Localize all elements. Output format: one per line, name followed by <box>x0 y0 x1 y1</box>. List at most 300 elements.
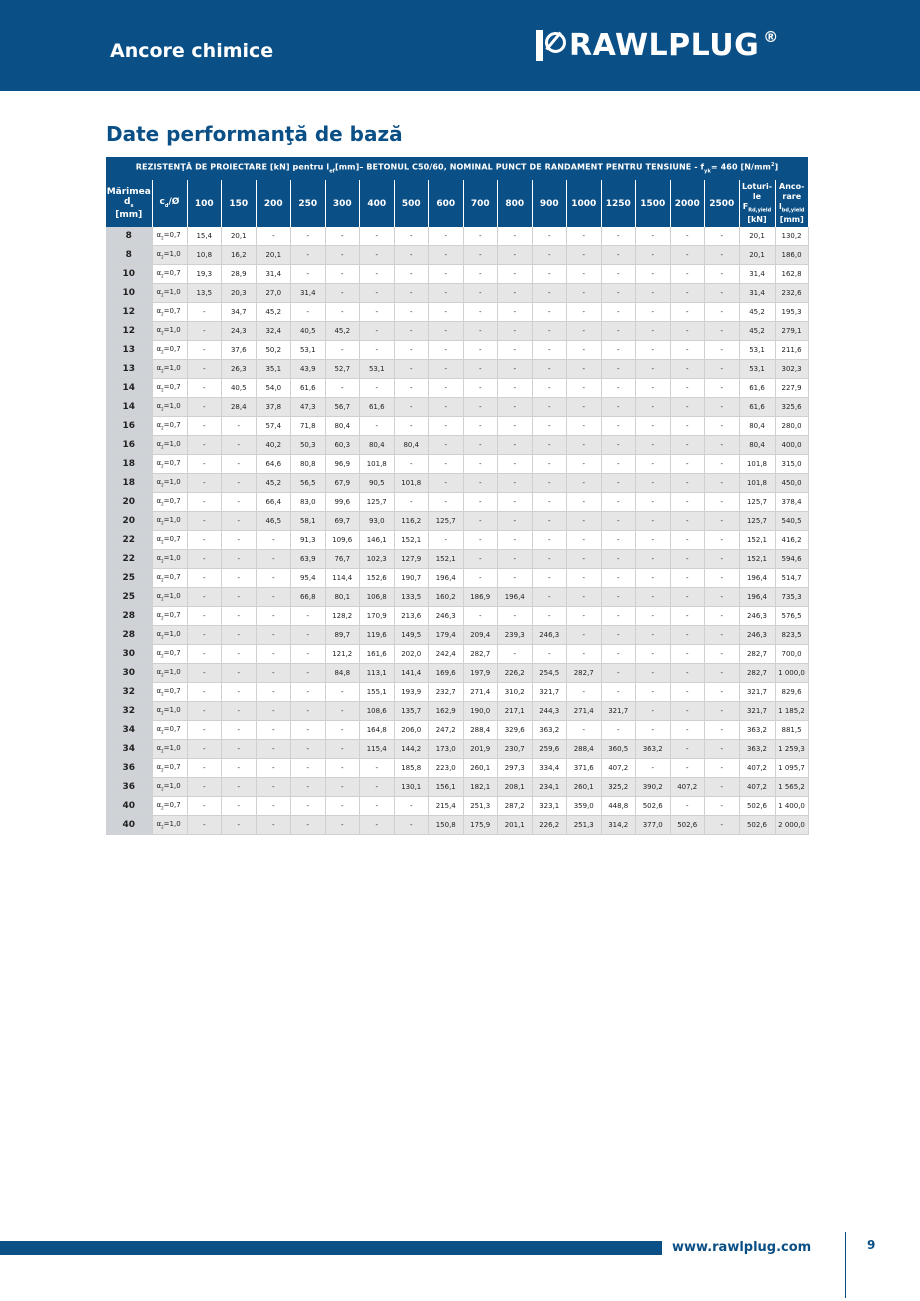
size-cell: 22 <box>106 550 152 569</box>
value-cell: - <box>325 797 360 816</box>
value-cell: - <box>291 740 326 759</box>
value-cell: 64,6 <box>256 455 291 474</box>
ancorare-cell: 400,0 <box>775 436 808 455</box>
value-cell: 80,4 <box>325 417 360 436</box>
value-cell: - <box>498 227 533 246</box>
ancorare-cell: 594,6 <box>775 550 808 569</box>
value-cell: - <box>567 569 602 588</box>
value-cell: - <box>463 322 498 341</box>
depth-column-header: 800 <box>498 180 533 227</box>
ancorare-column-header: Anco- rare $l_{bd,yield}$ [mm] <box>775 180 808 227</box>
value-cell: 314,2 <box>601 816 636 835</box>
value-cell: - <box>705 626 740 645</box>
value-cell: - <box>463 607 498 626</box>
value-cell: - <box>291 816 326 835</box>
value-cell: 156,1 <box>429 778 464 797</box>
value-cell: 89,7 <box>325 626 360 645</box>
value-cell: - <box>256 588 291 607</box>
value-cell: 186,9 <box>463 588 498 607</box>
table-row <box>106 493 808 512</box>
value-cell: - <box>360 379 395 398</box>
value-cell: 334,4 <box>532 759 567 778</box>
alpha-cell: $\alpha_2=0,7$ <box>152 303 187 322</box>
loturile-cell: 45,2 <box>739 322 775 341</box>
value-cell: - <box>222 721 257 740</box>
value-cell: - <box>567 284 602 303</box>
value-cell: - <box>394 493 429 512</box>
value-cell: 128,2 <box>325 607 360 626</box>
value-cell: - <box>532 379 567 398</box>
size-cell: 10 <box>106 284 152 303</box>
value-cell: - <box>705 550 740 569</box>
value-cell: - <box>187 512 222 531</box>
size-cell: 32 <box>106 683 152 702</box>
alpha-cell: $\alpha_2=1,0$ <box>152 398 187 417</box>
value-cell: - <box>567 227 602 246</box>
loturile-cell: 125,7 <box>739 512 775 531</box>
value-cell: 130,1 <box>394 778 429 797</box>
value-cell: - <box>670 322 705 341</box>
value-cell: - <box>429 303 464 322</box>
value-cell: - <box>463 265 498 284</box>
value-cell: - <box>670 436 705 455</box>
value-cell: - <box>532 550 567 569</box>
loturile-cell: 61,6 <box>739 398 775 417</box>
value-cell: - <box>394 816 429 835</box>
value-cell: 202,0 <box>394 645 429 664</box>
value-cell: - <box>394 284 429 303</box>
value-cell: - <box>636 721 671 740</box>
value-cell: - <box>325 721 360 740</box>
value-cell: - <box>498 512 533 531</box>
value-cell: - <box>705 759 740 778</box>
value-cell: 502,6 <box>636 797 671 816</box>
value-cell: - <box>567 341 602 360</box>
value-cell: - <box>705 740 740 759</box>
value-cell: - <box>601 550 636 569</box>
value-cell: 150,8 <box>429 816 464 835</box>
ancorare-cell: 540,5 <box>775 512 808 531</box>
value-cell: 185,8 <box>394 759 429 778</box>
value-cell: - <box>325 816 360 835</box>
value-cell: 226,2 <box>498 664 533 683</box>
value-cell: - <box>498 341 533 360</box>
size-cell: 34 <box>106 721 152 740</box>
value-cell: - <box>601 436 636 455</box>
value-cell: 321,7 <box>601 702 636 721</box>
table-row <box>106 740 808 759</box>
value-cell: 56,5 <box>291 474 326 493</box>
table-row <box>106 512 808 531</box>
value-cell: - <box>532 265 567 284</box>
value-cell: 288,4 <box>463 721 498 740</box>
value-cell: - <box>532 588 567 607</box>
depth-column-header: 400 <box>360 180 395 227</box>
value-cell: - <box>394 227 429 246</box>
table-row <box>106 436 808 455</box>
value-cell: 80,8 <box>291 455 326 474</box>
alpha-cell: $\alpha_2=0,7$ <box>152 645 187 664</box>
performance-table <box>106 157 809 835</box>
value-cell: - <box>705 797 740 816</box>
value-cell: - <box>394 246 429 265</box>
value-cell: 407,2 <box>601 759 636 778</box>
value-cell: - <box>429 322 464 341</box>
value-cell: - <box>222 550 257 569</box>
value-cell: - <box>670 341 705 360</box>
value-cell: 96,9 <box>325 455 360 474</box>
depth-column-header: 200 <box>256 180 291 227</box>
value-cell: - <box>670 417 705 436</box>
value-cell: - <box>291 246 326 265</box>
value-cell: - <box>429 493 464 512</box>
value-cell: - <box>705 322 740 341</box>
value-cell: - <box>567 360 602 379</box>
value-cell: - <box>187 550 222 569</box>
table-row <box>106 474 808 493</box>
ancorare-cell: 302,3 <box>775 360 808 379</box>
alpha-cell: $\alpha_2=0,7$ <box>152 341 187 360</box>
value-cell: - <box>325 246 360 265</box>
value-cell: - <box>291 721 326 740</box>
value-cell: - <box>498 607 533 626</box>
size-cell: 34 <box>106 740 152 759</box>
value-cell: 76,7 <box>325 550 360 569</box>
loturile-cell: 31,4 <box>739 265 775 284</box>
value-cell: - <box>532 227 567 246</box>
value-cell: - <box>187 379 222 398</box>
value-cell: - <box>256 740 291 759</box>
value-cell: - <box>670 740 705 759</box>
ancorare-cell: 232,6 <box>775 284 808 303</box>
value-cell: 246,3 <box>532 626 567 645</box>
value-cell: - <box>463 398 498 417</box>
value-cell: - <box>325 341 360 360</box>
ancorare-cell: 416,2 <box>775 531 808 550</box>
value-cell: - <box>705 588 740 607</box>
depth-column-header: 150 <box>222 180 257 227</box>
table-row <box>106 531 808 550</box>
value-cell: - <box>636 626 671 645</box>
value-cell: - <box>187 702 222 721</box>
value-cell: - <box>463 531 498 550</box>
value-cell: - <box>567 379 602 398</box>
value-cell: 31,4 <box>291 284 326 303</box>
value-cell: - <box>325 683 360 702</box>
value-cell: - <box>187 303 222 322</box>
value-cell: - <box>498 322 533 341</box>
value-cell: 246,3 <box>429 607 464 626</box>
value-cell: - <box>498 417 533 436</box>
value-cell: - <box>256 607 291 626</box>
value-cell: 83,0 <box>291 493 326 512</box>
depth-column-header: 900 <box>532 180 567 227</box>
ancorare-cell: 195,3 <box>775 303 808 322</box>
value-cell: - <box>256 569 291 588</box>
value-cell: 149,5 <box>394 626 429 645</box>
table-row <box>106 398 808 417</box>
size-cell: 8 <box>106 227 152 246</box>
value-cell: 101,8 <box>360 455 395 474</box>
value-cell: - <box>222 702 257 721</box>
value-cell: - <box>636 474 671 493</box>
value-cell: 162,9 <box>429 702 464 721</box>
size-cell: 28 <box>106 607 152 626</box>
value-cell: - <box>498 246 533 265</box>
value-cell: - <box>187 721 222 740</box>
value-cell: 125,7 <box>429 512 464 531</box>
value-cell: - <box>670 379 705 398</box>
alpha-cell: $\alpha_2=1,0$ <box>152 474 187 493</box>
table-row <box>106 797 808 816</box>
value-cell: - <box>463 474 498 493</box>
value-cell: - <box>601 607 636 626</box>
value-cell: - <box>567 531 602 550</box>
value-cell: - <box>256 702 291 721</box>
value-cell: 20,1 <box>222 227 257 246</box>
alpha-cell: $\alpha_2=1,0$ <box>152 816 187 835</box>
value-cell: - <box>463 227 498 246</box>
loturile-cell: 502,6 <box>739 797 775 816</box>
value-cell: - <box>187 664 222 683</box>
value-cell: - <box>394 341 429 360</box>
value-cell: 217,1 <box>498 702 533 721</box>
value-cell: - <box>187 436 222 455</box>
value-cell: 359,0 <box>567 797 602 816</box>
ancorare-cell: 450,0 <box>775 474 808 493</box>
value-cell: - <box>360 322 395 341</box>
value-cell: 45,2 <box>325 322 360 341</box>
value-cell: 66,8 <box>291 588 326 607</box>
value-cell: - <box>705 702 740 721</box>
alpha-cell: $\alpha_2=0,7$ <box>152 417 187 436</box>
value-cell: - <box>222 683 257 702</box>
value-cell: 46,5 <box>256 512 291 531</box>
value-cell: 35,1 <box>256 360 291 379</box>
value-cell: 43,9 <box>291 360 326 379</box>
ancorare-cell: 280,0 <box>775 417 808 436</box>
value-cell: 242,4 <box>429 645 464 664</box>
value-cell: 125,7 <box>360 493 395 512</box>
value-cell: 190,7 <box>394 569 429 588</box>
value-cell: 40,2 <box>256 436 291 455</box>
value-cell: 161,6 <box>360 645 395 664</box>
size-cell: 13 <box>106 341 152 360</box>
value-cell: - <box>601 683 636 702</box>
value-cell: - <box>532 246 567 265</box>
value-cell: 26,3 <box>222 360 257 379</box>
alpha-cell: $\alpha_2=1,0$ <box>152 740 187 759</box>
value-cell: - <box>601 455 636 474</box>
value-cell: - <box>705 436 740 455</box>
ancorare-cell: 735,3 <box>775 588 808 607</box>
table-row <box>106 227 808 246</box>
value-cell: - <box>325 778 360 797</box>
value-cell: - <box>670 797 705 816</box>
value-cell: 37,8 <box>256 398 291 417</box>
ancorare-cell: 325,6 <box>775 398 808 417</box>
value-cell: 244,3 <box>532 702 567 721</box>
value-cell: - <box>670 607 705 626</box>
value-cell: - <box>291 683 326 702</box>
loturile-cell: 282,7 <box>739 664 775 683</box>
value-cell: - <box>532 512 567 531</box>
alpha-cell: $\alpha_2=1,0$ <box>152 550 187 569</box>
value-cell: - <box>636 493 671 512</box>
value-cell: 190,0 <box>463 702 498 721</box>
value-cell: - <box>463 379 498 398</box>
value-cell: - <box>532 398 567 417</box>
value-cell: - <box>360 778 395 797</box>
value-cell: 288,4 <box>567 740 602 759</box>
value-cell: - <box>532 341 567 360</box>
value-cell: - <box>532 284 567 303</box>
table-row <box>106 455 808 474</box>
size-cell: 18 <box>106 474 152 493</box>
value-cell: - <box>601 493 636 512</box>
value-cell: 155,1 <box>360 683 395 702</box>
value-cell: - <box>256 816 291 835</box>
loturile-cell: 152,1 <box>739 531 775 550</box>
value-cell: 93,0 <box>360 512 395 531</box>
value-cell: 169,6 <box>429 664 464 683</box>
value-cell: - <box>463 455 498 474</box>
value-cell: - <box>705 531 740 550</box>
value-cell: - <box>567 588 602 607</box>
value-cell: 121,2 <box>325 645 360 664</box>
value-cell: - <box>187 778 222 797</box>
value-cell: - <box>636 588 671 607</box>
value-cell: - <box>360 227 395 246</box>
value-cell: - <box>256 759 291 778</box>
value-cell: - <box>532 531 567 550</box>
value-cell: - <box>670 550 705 569</box>
value-cell: - <box>256 550 291 569</box>
ancorare-cell: 576,5 <box>775 607 808 626</box>
value-cell: 66,4 <box>256 493 291 512</box>
value-cell: - <box>567 550 602 569</box>
value-cell: 113,1 <box>360 664 395 683</box>
table-row <box>106 816 808 835</box>
value-cell: - <box>670 246 705 265</box>
value-cell: 27,0 <box>256 284 291 303</box>
value-cell: 47,3 <box>291 398 326 417</box>
value-cell: - <box>636 379 671 398</box>
value-cell: - <box>705 341 740 360</box>
value-cell: - <box>498 531 533 550</box>
value-cell: 247,2 <box>429 721 464 740</box>
value-cell: - <box>187 531 222 550</box>
value-cell: - <box>291 778 326 797</box>
size-cell: 16 <box>106 417 152 436</box>
value-cell: - <box>429 474 464 493</box>
size-cell: 20 <box>106 512 152 531</box>
value-cell: - <box>187 607 222 626</box>
depth-column-header: 300 <box>325 180 360 227</box>
value-cell: - <box>325 702 360 721</box>
value-cell: 282,7 <box>463 645 498 664</box>
value-cell: - <box>360 284 395 303</box>
registered-mark: ® <box>763 28 779 46</box>
size-cell: 14 <box>106 398 152 417</box>
value-cell: 448,8 <box>601 797 636 816</box>
value-cell: - <box>705 607 740 626</box>
value-cell: - <box>670 702 705 721</box>
value-cell: - <box>498 493 533 512</box>
value-cell: - <box>429 227 464 246</box>
value-cell: 80,4 <box>360 436 395 455</box>
value-cell: - <box>187 683 222 702</box>
value-cell: - <box>567 322 602 341</box>
value-cell: 24,3 <box>222 322 257 341</box>
alpha-cell: $\alpha_2=1,0$ <box>152 436 187 455</box>
value-cell: - <box>187 626 222 645</box>
value-cell: - <box>705 246 740 265</box>
size-cell: 40 <box>106 797 152 816</box>
loturile-cell: 321,7 <box>739 683 775 702</box>
value-cell: - <box>670 531 705 550</box>
value-cell: - <box>222 740 257 759</box>
depth-column-header: 2000 <box>670 180 705 227</box>
value-cell: 201,1 <box>498 816 533 835</box>
ancorare-cell: 1 400,0 <box>775 797 808 816</box>
loturile-cell: 61,6 <box>739 379 775 398</box>
value-cell: - <box>394 265 429 284</box>
value-cell: - <box>636 398 671 417</box>
value-cell: - <box>705 265 740 284</box>
value-cell: 141,4 <box>394 664 429 683</box>
value-cell: - <box>601 265 636 284</box>
value-cell: - <box>222 607 257 626</box>
size-cell: 10 <box>106 265 152 284</box>
value-cell: 45,2 <box>256 303 291 322</box>
value-cell: - <box>601 379 636 398</box>
value-cell: - <box>291 664 326 683</box>
alpha-cell: $\alpha_2=0,7$ <box>152 721 187 740</box>
value-cell: - <box>394 797 429 816</box>
value-cell: - <box>222 436 257 455</box>
value-cell: 119,6 <box>360 626 395 645</box>
value-cell: 196,4 <box>429 569 464 588</box>
value-cell: - <box>429 341 464 360</box>
value-cell: 56,7 <box>325 398 360 417</box>
table-row <box>106 664 808 683</box>
loturile-cell: 321,7 <box>739 702 775 721</box>
alpha-cell: $\alpha_2=0,7$ <box>152 683 187 702</box>
value-cell: - <box>325 759 360 778</box>
value-cell: - <box>429 398 464 417</box>
value-cell: - <box>222 455 257 474</box>
footer-website-link[interactable]: www.rawlplug.com <box>672 1240 812 1255</box>
table-row <box>106 607 808 626</box>
value-cell: - <box>291 227 326 246</box>
value-cell: - <box>187 759 222 778</box>
value-cell: - <box>187 398 222 417</box>
value-cell: 179,4 <box>429 626 464 645</box>
value-cell: - <box>705 512 740 531</box>
value-cell: 310,2 <box>498 683 533 702</box>
value-cell: 53,1 <box>291 341 326 360</box>
value-cell: 226,2 <box>532 816 567 835</box>
value-cell: - <box>291 607 326 626</box>
value-cell: 37,6 <box>222 341 257 360</box>
value-cell: 84,8 <box>325 664 360 683</box>
value-cell: - <box>187 588 222 607</box>
value-cell: - <box>532 303 567 322</box>
value-cell: - <box>567 683 602 702</box>
value-cell: - <box>187 360 222 379</box>
value-cell: - <box>705 664 740 683</box>
